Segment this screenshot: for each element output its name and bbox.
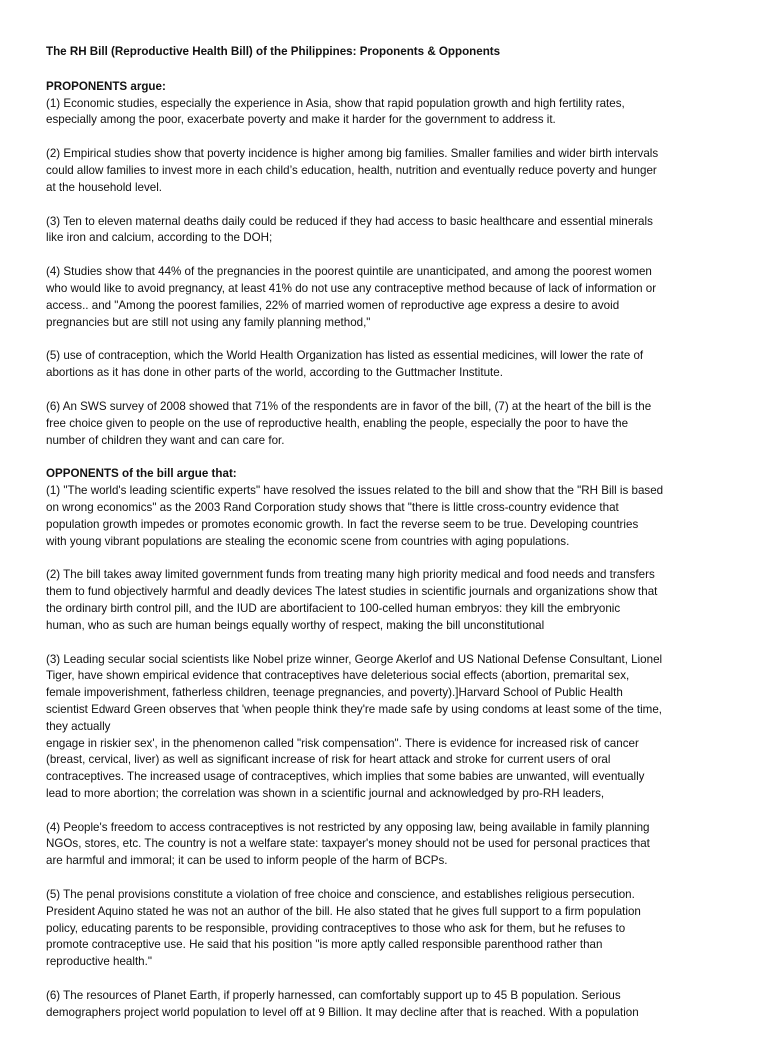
text-line: access.. and "Among the poorest families, 22% of married women of reproductive age express a desire to avoid: [46, 298, 620, 312]
text-line: (1) "The world's leading scientific experts" have resolved the issues related to the bill and show that the "RH Bill is based: [46, 484, 664, 498]
text-line: Tiger, have shown empirical evidence that contraceptives have deleterious social effects (abortion, premarital sex,: [46, 669, 630, 683]
text-line: (5) The penal provisions constitute a violation of free choice and conscience, and establishes religious persecution.: [46, 888, 635, 902]
text-line: demographers project world population to level off at 9 Billion. It may decline after that is reached. With a population: [46, 1005, 639, 1019]
text-line: especially among the poor, exacerbate poverty and make it harder for the government to address it.: [46, 113, 556, 127]
text-line: policy, educating parents to be responsible, providing contraceptives to those who ask for them, but he refuses to: [46, 921, 626, 935]
text-line: (2) Empirical studies show that poverty incidence is higher among big families. Smaller families and wider birth intervals: [46, 147, 659, 161]
text-line: female impoverishment, fatherless children, teenage pregnancies, and poverty).]Harvard School of Public Health: [46, 686, 623, 700]
text-line: free choice given to people on the use of reproductive health, enabling the people, especially the poor to have the: [46, 416, 629, 430]
text-line: engage in riskier sex', in the phenomenon called "risk compensation". There is evidence for increased risk of cancer: [46, 736, 639, 750]
text-line: they actually: [46, 719, 111, 733]
text-line: abortions as it has done in other parts of the world, according to the Guttmacher Institute.: [46, 366, 503, 380]
text-line: are harmful and immoral; it can be used to inform people of the harm of BCPs.: [46, 854, 448, 868]
proponents-paragraph: [46, 146, 730, 196]
proponents-paragraph: [46, 96, 730, 130]
text-line: like iron and calcium, according to the DOH;: [46, 231, 273, 245]
text-line: human, who as such are human beings equally worthy of respect, making the bill unconstitutional: [46, 618, 545, 632]
opponents-heading: OPPONENTS of the bill argue that:: [46, 467, 237, 481]
opponents-paragraph: [46, 652, 730, 803]
text-line: (2) The bill takes away limited government funds from treating many high priority medical and food needs and transfers: [46, 568, 655, 582]
text-line: pregnancies but are still not using any family planning method,": [46, 315, 371, 329]
text-line: who would like to avoid pregnancy, at least 41% do not use any contraceptive method because of lack of information or: [46, 281, 657, 295]
text-line: contraceptives. The increased usage of contraceptives, which implies that some babies are unwanted, will eventually: [46, 770, 645, 784]
text-line: lead to more abortion; the correlation was shown in a scientific journal and acknowledged by pro-RH leaders,: [46, 786, 605, 800]
text-line: (3) Leading secular social scientists like Nobel prize winner, George Akerlof and US National Defense Consultant, Lionel: [46, 652, 663, 666]
text-line: (6) An SWS survey of 2008 showed that 71% of the respondents are in favor of the bill, (7) at the heart of the bill is the: [46, 399, 652, 413]
proponents-paragraph: [46, 264, 730, 331]
text-line: (6) The resources of Planet Earth, if properly harnessed, can comfortably support up to 45 B population. Serious: [46, 989, 621, 1003]
text-line: (breast, cervical, liver) as well as significant increase of risk for heart attack and stroke for current users of oral: [46, 753, 611, 767]
text-line: promote contraceptive use. He said that his position "is more aptly called responsible parenthood rather than: [46, 938, 603, 952]
proponents-heading: PROPONENTS argue:: [46, 79, 166, 93]
text-line: reproductive health.": [46, 955, 152, 969]
opponents-paragraph: [46, 820, 730, 870]
document-page: [46, 44, 730, 1039]
proponents-section: [46, 79, 730, 450]
text-line: (4) Studies show that 44% of the pregnancies in the poorest quintile are unanticipated, and among the poorest women: [46, 265, 652, 279]
proponents-paragraph: [46, 348, 730, 382]
opponents-paragraph: [46, 567, 730, 634]
proponents-paragraph: [46, 214, 730, 248]
text-line: (5) use of contraception, which the World Health Organization has listed as essential medicines, will lower the rate of: [46, 349, 644, 363]
opponents-paragraph: [46, 988, 730, 1022]
opponents-section: [46, 466, 730, 1021]
text-line: the ordinary birth control pill, and the IUD are abortifacient to 100-celled human embryos: they kill the embryonic: [46, 601, 621, 615]
text-line: them to fund objectively harmful and deadly devices The latest studies in scientific journals and organizations show that: [46, 585, 658, 599]
text-line: at the household level.: [46, 180, 163, 194]
opponents-paragraph: [46, 887, 730, 971]
proponents-paragraph: [46, 399, 730, 449]
text-line: NGOs, stores, etc. The country is not a welfare state: taxpayer's money should not be used for personal practices that: [46, 837, 650, 851]
opponents-body: [46, 483, 730, 1022]
text-line: with young vibrant populations are stealing the economic scene from countries with aging populations.: [46, 534, 570, 548]
text-line: (1) Economic studies, especially the experience in Asia, show that rapid population growth and high fertility rates,: [46, 96, 625, 110]
document-title: The RH Bill (Reproductive Health Bill) of the Philippines: Proponents & Opponents: [46, 45, 501, 58]
opponents-paragraph: [46, 483, 730, 550]
text-line: (3) Ten to eleven maternal deaths daily could be reduced if they had access to basic healthcare and essential minerals: [46, 214, 653, 228]
text-line: could allow families to invest more in each child’s education, health, nutrition and eventually reduce poverty and hunger: [46, 163, 657, 177]
text-line: on wrong economics" as the 2003 Rand Corporation study shows that "there is little cross-country evidence that: [46, 500, 619, 514]
text-line: scientist Edward Green observes that 'when people think they're made safe by using condoms at least some of the time,: [46, 702, 663, 716]
proponents-body: [46, 96, 730, 450]
text-line: (4) People's freedom to access contraceptives is not restricted by any opposing law, being available in family planning: [46, 820, 650, 834]
text-line: number of children they want and can care for.: [46, 433, 285, 447]
text-line: population growth impedes or promotes economic growth. In fact the reverse seem to be true. Developing countries: [46, 517, 639, 531]
text-line: President Aquino stated he was not an author of the bill. He also stated that he gives full support to a firm population: [46, 904, 641, 918]
